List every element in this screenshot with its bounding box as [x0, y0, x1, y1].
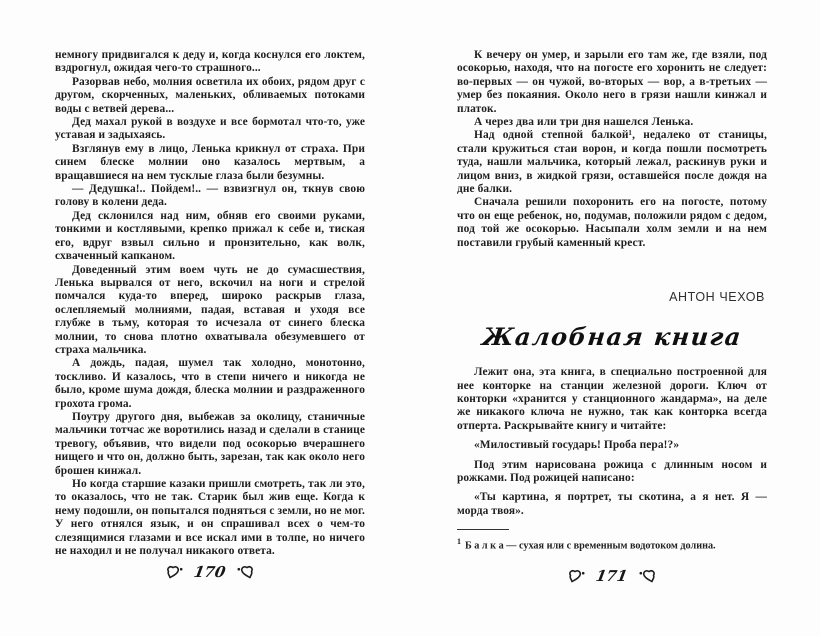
paragraph: К вечеру он умер, и зарыли его там же, где взяли, под осокорью, находя, что на погосте его хоронить не следует: во-первых — он чужой, во-вторых — вор, а в-третьих — умер без покаяния. Около него в грязи нашли кинжал и платок. [457, 49, 767, 115]
flourish-heart-icon [166, 565, 183, 579]
paragraph: Сначала решили похоронить его на погосте, потому что он еще ребенок, но, подумав, положили рядом с дедом, под той же осокорью. Насыпали холм земли и на нем поставили грубый каменный крест. [457, 196, 767, 249]
right-page [457, 49, 767, 553]
left-page-number: 170 [192, 563, 228, 581]
paragraph: Над одной степной балкой¹, недалеко от станицы, стали кружиться стаи ворон, и когда пошли посмотреть туда, нашли мальчика, который лежал, раскинув руки и лицом вниз, в жидкой грязи, оставшейся после дождя на дне балки. [457, 129, 767, 196]
paragraph: Доведенный этим воем чуть не до сумасшествия, Ленька вырвался от него, вскочил на ноги и стрелой помчался куда-то вперед, широко раскрыв глаза, ослепляемый молниями, падая, вставая и уходя все глубже в тьму, которая то исчезала от синего блеска молнии, то снова плотно охватывала обезумевшего от страха мальчика. [55, 263, 365, 356]
quote-line: «Милостивый государь! Проба пера!?» [474, 439, 680, 452]
quote-line: «Ты картина, я портрет, ты скотина, а я нет. Я — морда твоя». [457, 491, 767, 517]
paragraph: Дед махал рукой в воздухе и все бормотал что-то, уже уставая и задыхаясь. [55, 116, 365, 142]
paragraph: — Дедушка!.. Пойдем!.. — взвизгнул он, ткнув свою голову в колени деда. [55, 183, 365, 209]
paragraph: Под этим нарисована рожица с длинным носом и рожками. Под рожицей написано: [457, 458, 767, 484]
left-page [55, 49, 365, 558]
story-title: Жалобная книга [480, 322, 744, 352]
flourish-heart-icon [568, 569, 585, 583]
author-name: АНТОН ЧЕХОВ [669, 290, 765, 305]
paragraph: Но когда старшие казаки пришли смотреть, так ли это, то оказалось, что не так. Старик был жив еще. Когда к нему подошли, он попытался подняться с земли, но не мог. У него отнялся язык, и он спрашивал всех о чем-то слезящимися глазами и все искал ими в толпе, но ничего не находил и не получал никакого ответа. [55, 478, 365, 558]
right-page-number: 171 [594, 567, 630, 585]
paragraph: Разорвав небо, молния осветила их обоих, рядом друг с другом, скорченных, маленьких, обливаемых потоками воды с ветвей дерева... [55, 75, 365, 115]
right-page-footer [457, 568, 767, 584]
flourish-heart-icon [237, 565, 254, 579]
left-page-footer [55, 564, 365, 580]
paragraph: Лежит она, эта книга, в специально построенной для нее конторке на станции железной дороги. Ключ от конторки «хранится у станционного жандарма», на деле же никакого ключа не нужно, так как конторка всегда отперта. Раскрывайте книгу и читайте: [457, 366, 767, 432]
paragraph: немногу придвигался к деду и, когда коснулся его локтем, вздрогнул, ожидая чего-то страшного... [55, 49, 365, 75]
paragraph: А через два или три дня нашелся Ленька. [474, 116, 694, 129]
paragraph: Поутру другого дня, выбежав за околицу, станичные мальчики тотчас же воротились назад и сделали в станице тревогу, объявив, что видели под осокорью вчерашнего нищего и что он, должно быть, зарезан, так как около него брошен кинжал. [55, 410, 365, 477]
flourish-heart-icon [639, 569, 656, 583]
paragraph: Дед склонился над ним, обняв его своими руками, тонкими и костлявыми, крепко прижал к себе и, тиская его, вдруг взвыл сильно и пронзительно, как волк, схваченный капканом. [55, 209, 365, 263]
paragraph: Взглянув ему в лицо, Ленька крикнул от страха. При синем блеске молнии оно казалось мертвым, а вращавшиеся на нем тусклые глаза были безумны. [55, 142, 365, 182]
footnote-rule [457, 529, 509, 530]
paragraph: А дождь, падая, шумел так холодно, монотонно, тоскливо. И казалось, что в степи ничего и никогда не было, кроме шума дождя, блеска молнии и раздраженного грохота грома. [55, 357, 365, 410]
footnote: $^1$ Б а л к а — сухая или с временным водотоком долина. [457, 537, 716, 552]
